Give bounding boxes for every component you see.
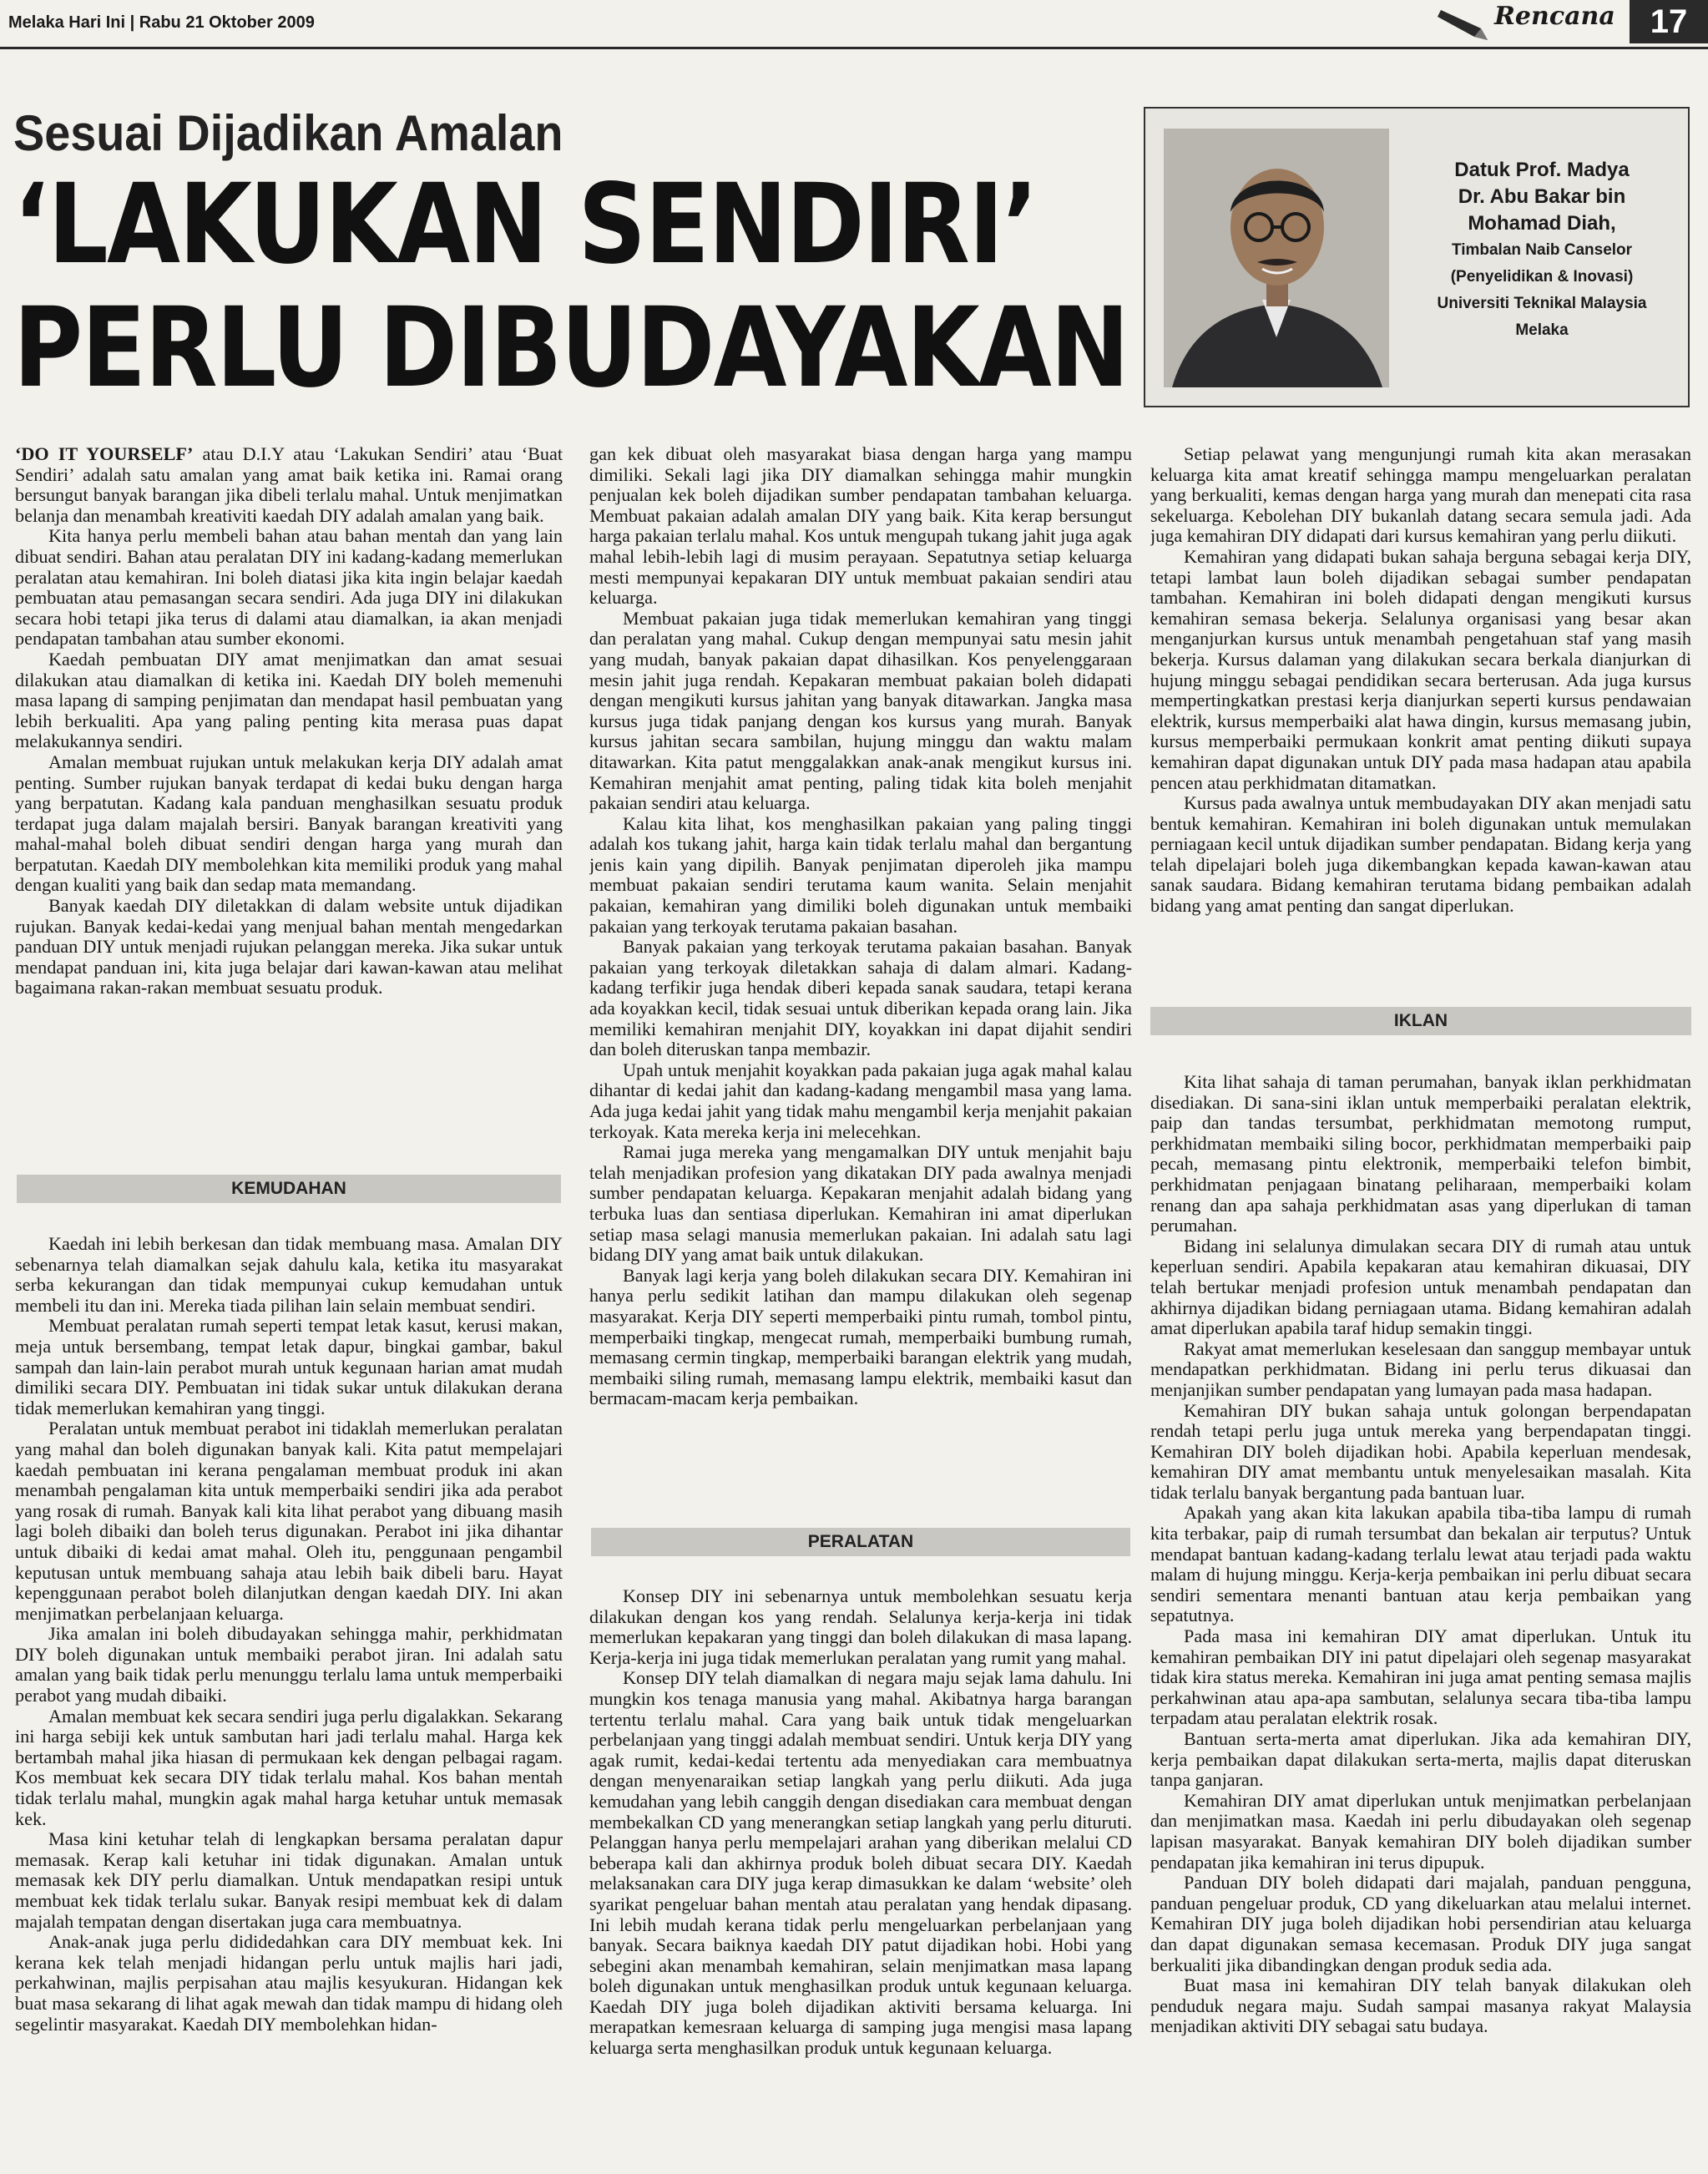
headline-line-1: ‘LAKUKAN SENDIRI’ [13,160,1038,289]
paragraph: Pada masa ini kemahiran DIY amat diperlukan. Untuk itu kemahiran pembaikan DIY ini patut dipelajari oleh segenap masyarakat tidak kira status mereka. Kemahiran ini juga amat penting semasa majlis perkahwinan atau apa-apa sambutan, selalunya secara tiba-tiba lampu terpadam atau peralatan elektrik rosak. [1150,1625,1691,1729]
paragraph: Ramai juga mereka yang mengamalkan DIY untuk menjahit baju telah menjadikan profesion yang dikatakan DIY pada awalnya menjadi sumber pendapatan keluarga. Kepakaran menjahit adalah bidang yang terbuka luas dan sentiasa diperlukan. Kemahiran ini amat diperlukan setiap masa selagi manusia memerlukan pakaian. Ini adalah satu lagi bidang DIY yang amat baik untuk dilakukan. [589,1141,1132,1266]
paragraph: Kaedah ini lebih berkesan dan tidak membuang masa. Amalan DIY sebenarnya telah diamalkan sejak dahulu kala, ketika itu masyarakat serba kekurangan dan tidak mempunyai cukup kemudahan untuk membeli itu dan ini. Mereka tiada pilihan lain selain membuat sendiri. [15,1234,563,1316]
column-3-top [1150,444,1691,983]
paragraph: Kita hanya perlu membeli bahan atau bahan mentah dan yang lain dibuat sendiri. Bahan atau peralatan DIY ini kadang-kadang memerlukan peralatan atau kemahiran. Ini boleh diatasi jika kita ingin belajar kaedah pembuatan atau pemasangan secara sendiri. Ada juga DIY ini dilakukan secara hobi tetapi jika terus di dalami atau diamalkan, ia akan menjadi pendapatan tambahan atau sumber ekonomi. [15,525,563,650]
paragraph: Kemahiran yang didapati bukan sahaja berguna sebagai kerja DIY, tetapi lambat laun boleh dijadikan sebagai sumber pendapatan tambahan. Kemahiran ini boleh didapati dengan mengikuti kursus kemahiran semasa bekerja. Selalunya organisasi yang besar akan menganjurkan kursus untuk menambah pengetahuan staf yang masih bekerja. Kursus dalaman yang dilakukan secara berkala dianjurkan di hujung minggu sebagai pendidikan secara berterusan. Ada juga kursus mempertingkatkan prestasi kerja dianjurkan seperti kursus pendawaian elektrik, kursus memperbaiki alat hawa dingin, kursus memasang jubin, kursus memperbaiki permukaan konkrit amat penting diikuti supaya kemahiran dapat digunakan untuk DIY pada masa hadapan atau apabila pencen atau perkhidmatan ditamatkan. [1150,545,1691,793]
paragraph-text: atau D.I.Y atau ‘Lakukan Sendiri’ atau ‘Buat Sendiri’ adalah satu amalan yang amat baik ketika ini. Ramai orang bersungut banyak barangan jika dibeli terlalu mahal. Untuk menjimatkan belanja dan menambah kreativiti kaedah DIY adalah amalan yang baik. [15,444,563,526]
paragraph: Jika amalan ini boleh dibudayakan sehingga mahir, perkhidmatan DIY boleh digunakan untuk membaiki perabot jiran. Ini adalah satu amalan yang baik tidak perlu menunggu terlalu lama untuk memperbaiki perabot yang mudah dibaiki. [15,1623,563,1706]
article-kicker: Sesuai Dijadikan Amalan [13,105,563,161]
column-2-top [589,444,1132,1496]
column-1-bottom [15,1234,563,2169]
paragraph: Banyak kaedah DIY diletakkan di dalam website untuk dijadikan rujukan. Banyak kedai-kedai yang menjual bahan mentah mengedarkan panduan DIY untuk menjadi rujukan pelanggan mereka. Jika sukar untuk mendapat panduan ini, kita juga belajar dari kawan-kawan atau melihat bagaimana rakan-rakan membuat sesuatu produk. [15,895,563,999]
paragraph: gan kek dibuat oleh masyarakat biasa dengan harga yang mampu dimiliki. Sekali lagi jika DIY diamalkan sehingga mahir mungkin penjualan kek boleh dijadikan sumber pendapatan tambahan keluarga. Membuat pakaian adalah amalan DIY yang baik. Kita kerap bersungut harga pakaian terlalu mahal. Kos untuk mengupah tukang jahit juga agak mahal lebih-lebih lagi di musim perayaan. Sepatutnya setiap keluarga mesti mempunyai kepakaran DIY untuk membuat pakaian sendiri atau keluarga. [589,444,1132,609]
author-credit [1404,157,1680,344]
paragraph: Kemahiran DIY bukan sahaja untuk golongan berpendapatan rendah tetapi perlu juga untuk mereka yang berpendapatan tinggi. Kemahiran DIY boleh dijadikan hobi. Apabila keperluan mendesak, kemahiran DIY amat membantu untuk menyelesaikan masalah. Kita tidak terlalu banyak bergantung pada bantuan luar. [1150,1399,1691,1503]
paragraph: Rakyat amat memerlukan keselesaan dan sanggup membayar untuk mendapatkan perkhidmatan. Bidang ini perlu terus dikuasai dan menjanjikan sumber pendapatan yang lumayan pada masa hadapan. [1150,1337,1691,1400]
author-box [1144,107,1690,407]
page-header [0,0,1708,50]
paragraph: Konsep DIY telah diamalkan di negara maju sejak lama dahulu. Ini mungkin kos tenaga manusia yang mahal. Akibatnya harga barangan tertentu terlalu mahal. Cara yang baik untuk tidak mengeluarkan perbelanjaan yang tinggi adalah membuat sendiri. Untuk kerja DIY yang agak rumit, kedai-kedai tertentu ada menyediakan cara membuatnya dengan menyenaraikan setiap langkah yang perlu diikuti. Ada juga kemudahan yang lebih canggih dengan disediakan cara membuat dengan membekalkan CD yang menerangkan setiap langkah yang perlu dituruti. Pelanggan hanya perlu mempelajari arahan yang diberikan melalui CD beberapa kali dan akhirnya produk boleh dibuat secara DIY. Kaedah melaksanakan cara DIY juga kerap dimasukkan ke dalam ‘website’ oleh syarikat pengeluar bahan mentah atau peralatan yang hendak dipasang. Ini lebih mudah kerana tidak perlu mengeluarkan perbelanjaan yang banyak. Secara baiknya kaedah DIY patut dijadikan hobi. Hobi yang sebegini akan menambah kemahiran, selain menjimatkan masa lapang boleh digunakan untuk menghasilkan produk untuk kegunaan keluarga. Kaedah DIY juga boleh dijadikan aktiviti bersama keluarga. Ini merapatkan kemesraan keluarga di samping juga mengisi masa lapang keluarga serta menghasilkan produk untuk kegunaan keluarga. [589,1667,1132,2059]
author-role-2: (Penyelidikan & Inovasi) [1450,268,1634,286]
paragraph: Peralatan untuk membuat perabot ini tidaklah memerlukan peralatan yang mahal dan boleh digunakan banyak kali. Kita patut mempelajari kaedah pembuatan ini kerana pengalaman membuat produk ini akan menambah pengalaman kita untuk memperbaiki sendiri jika ada perabot yang rosak di rumah. Banyak kali kita lihat perabot yang dibuang masih lagi boleh dibaiki dan boleh terus digunakan. Perabot ini jika dihantar untuk dibaiki di kedai amat mahal. Oleh itu, penggunaan pengambil keputusan untuk membuang sahaja atau lebih baik dibeli baru. Hayat kepenggunaan perabot boleh dilanjutkan dengan kaedah DIY. Ini akan menjimatkan perbelanjaan keluarga. [15,1418,563,1624]
paragraph: Kalau kita lihat, kos menghasilkan pakaian yang paling tinggi adalah kos tukang jahit, harga kain tidak terlalu mahal dan bergantung jenis kain yang dipilih. Banyak penjimatan diperoleh jika mampu membuat pakaian sendiri terutama kaum wanita. Selain menjahit pakaian, kemahiran yang dimiliki boleh digunakan untuk membaiki pakaian yang terkoyak terutama pakaian basahan. [589,812,1132,937]
column-3-bottom [1150,1072,1691,2169]
paragraph: Bantuan serta-merta amat diperlukan. Jika ada kemahiran DIY, kerja pembaikan dapat dilakukan serta-merta, majlis dapat diteruskan tanpa ganjaran. [1150,1728,1691,1791]
paragraph: Amalan membuat rujukan untuk melakukan kerja DIY adalah amat penting. Sumber rujukan banyak terdapat di kedai buku dengan harga yang berpatutan. Kadang kala panduan menghasilkan sesuatu produk terdapat juga dalam majalah bersiri. Banyak barangan kreativiti yang mahal-mahal boleh dibuat sendiri dengan harga yang murah dan berpatutan. Kaedah DIY membolehkan kita memiliki produk yang mahal dengan kualiti yang baik dan sedap mata memandang. [15,751,563,896]
paragraph: Amalan membuat kek secara sendiri juga perlu digalakkan. Sekarang ini harga sebiji kek untuk sambutan hari jadi terlalu mahal. Harga kek bertambah mahal jika hiasan di permukaan kek dengan pelbagai ragam. Kos membuat kek secara DIY tidak terlalu mahal. Kos bahan mentah tidak terlalu mahal, mungkin agak mahal harga ketuhar untuk memasak kek. [15,1705,563,1829]
section-name: Rencana [1494,2,1615,31]
author-name-1: Datuk Prof. Madya [1454,159,1630,181]
author-role-4: Melaka [1515,321,1569,339]
paragraph: Upah untuk menjahit koyakkan pada pakaian juga agak mahal kalau dihantar di kedai jahit dan kadang-kadang mengambil masa yang lama. Ada juga kedai jahit yang tidak mahu mengambil kerja menjahit pakaian terkoyak. Kata mereka kerja ini melecehkan. [589,1059,1132,1142]
headline-line-2: PERLU DIBUDAYAKAN [13,284,1129,412]
paragraph: Banyak lagi kerja yang boleh dilakukan secara DIY. Kemahiran ini hanya perlu sedikit latihan dan mampu dilakukan oleh segenap masyarakat. Kerja DIY seperti memperbaiki pintu rumah, tombol pintu, memperbaiki tingkap, mengecat rumah, memperbaiki bumbung rumah, memasang cermin tingkap, memperbaiki barangan elektrik yang mudah, membaiki siling rumah, memasang lampu elektrik, membaiki kasut dan bermacam-macam kerja pembaikan. [589,1264,1132,1409]
column-1-top [15,444,563,1152]
lead-in: ‘DO IT YOURSELF’ [15,444,194,464]
paragraph: Setiap pelawat yang mengunjungi rumah kita akan merasakan keluarga kita amat kreatif sehingga mampu mengeluarkan peralatan yang berkualiti, kemas dengan harga yang murah dan menepati cita rasa sekeluarga. Kebolehan DIY bukanlah datang secara semula jadi. Ada juga kemahiran DIY didapati dari kursus kemahiran yang perlu diikuti. [1150,444,1691,547]
paragraph: Konsep DIY ini sebenarnya untuk membolehkan sesuatu kerja dilakukan dengan kos yang rendah. Selalunya kerja-kerja ini tidak memerlukan kepakaran yang tinggi dan boleh dilakukan di masa lapang. Kerja-kerja ini juga tidak memerlukan peralatan yang rumit yang mahal. [589,1586,1132,1668]
column-2-bottom [589,1586,1132,2169]
paragraph: Kursus pada awalnya untuk membudayakan DIY akan menjadi satu bentuk kemahiran. Kemahiran ini boleh digunakan untuk memulakan perniagaan kecil untuk dijadikan sumber pendapatan. Bidang kerja yang telah dipelajari boleh juga dikembangkan kepada kawan-kawan atau sanak saudara. Bidang kemahiran terutama bidang pembaikan adalah bidang yang amat penting dan sangat diperlukan. [1150,792,1691,917]
subhead-iklan: IKLAN [1150,1007,1691,1035]
subhead-peralatan: PERALATAN [591,1528,1130,1556]
paragraph: Panduan DIY boleh didapati dari majalah, panduan pengguna, panduan pengeluar produk, CD yang dikeluarkan atau melalui internet. Kemahiran DIY juga boleh dijadikan hobi persendirian atau keluarga dan dapat digunakan semasa kecemasan. Produk DIY juga sangat berkualiti jika dibandingkan dengan produk sedia ada. [1150,1872,1691,1975]
article-headline [13,160,1129,412]
paragraph: Membuat peralatan rumah seperti tempat letak kasut, kerusi makan, meja untuk bersembang, tempat letak dapur, bingkai gambar, bakul sampah dan lain-lain perabot murah untuk kegunaan harian amat mudah dimiliki secara DIY. Pembuatan ini tidak sukar untuk dilakukan derana tidak memerlukan kemahiran yang tinggi. [15,1315,563,1418]
paragraph: Kita lihat sahaja di taman perumahan, banyak iklan perkhidmatan disediakan. Di sana-sini iklan untuk memperbaiki peralatan elektrik, paip dan tandas tersumbat, perkhidmatan memotong rumput, perkhidmatan membaiki siling bocor, perkhidmatan memperbaiki paip pecah, memasang pintu elektronik, memperbaiki telefon bimbit, perkhidmatan penjagaan binatang peliharaan, memperbaiki kolam renang dan apa sahaja perkhidmatan asas yang diperlukan di taman perumahan. [1150,1072,1691,1236]
portrait-image [1164,129,1389,387]
paragraph: Masa kini ketuhar telah di lengkapkan bersama peralatan dapur memasak. Kerap kali ketuhar ini tidak digunakan. Amalan untuk memasak kek DIY perlu diamalkan. Untuk mendapatkan resipi untuk membuat kek tidak terlalu sukar. Banyak resipi membuat kek di dalam majalah tempatan dengan disertakan juga cara membuatnya. [15,1828,563,1932]
paragraph: Kaedah pembuatan DIY amat menjimatkan dan amat sesuai dilakukan atau diamalkan di ketika ini. Kaedah DIY boleh memenuhi masa lapang di samping penjimatan dan mendapat hasil pembuatan yang lebih berkualiti. Apa yang paling penting kita merasa puas dapat melakukannya sendiri. [15,648,563,752]
paragraph [15,444,563,526]
paragraph: Apakah yang akan kita lakukan apabila tiba-tiba lampu di rumah kita terbakar, paip di rumah tersumbat dan bekalan air terputus? Untuk mendapat bantuan kadang-kadang terlalu lewat atau terjadi pada waktu malam di hujung minggu. Kerja-kerja pembaikan ini perlu dibuat secara sendiri sementara menanti bantuan atau kerja pembaikan yang sepatutnya. [1150,1502,1691,1626]
author-photo [1164,129,1389,387]
author-role-1: Timbalan Naib Canselor [1451,241,1633,259]
author-name-2: Dr. Abu Bakar bin [1458,185,1626,208]
subhead-kemudahan: KEMUDAHAN [17,1175,561,1203]
paragraph: Buat masa ini kemahiran DIY telah banyak dilakukan oleh penduduk negara maju. Sudah sampai masanya rakyat Malaysia menjadikan aktiviti DIY sebagai satu budaya. [1150,1974,1691,2037]
pen-icon [1438,3,1496,42]
header-rule [0,47,1708,49]
author-name-3: Mohamad Diah, [1468,212,1616,235]
paragraph: Membuat pakaian juga tidak memerlukan kemahiran yang tinggi dan peralatan yang mahal. Cukup dengan mempunyai satu mesin jahit yang mudah, banyak pakaian dapat dihasilkan. Kos penyelenggaraan mesin jahit juga rendah. Kepakaran membuat pakaian boleh didapati dengan mengikuti kursus jahitan yang banyak ditawarkan. Jangka masa kursus juga tidak panjang dengan kos kursus yang murah. Banyak kursus jahitan secara sambilan, hujung minggu dan waktu malam ditawarkan. Kita patut menggalakkan anak-anak mengikut kursus ini. Kemahiran menjahit amat penting, paling tidak kita boleh menjahit pakaian sendiri atau keluarga. [589,607,1132,814]
paragraph: Banyak pakaian yang terkoyak terutama pakaian basahan. Banyak pakaian yang terkoyak diletakkan sahaja di dalam almari. Kadang-kadang terfikir juga hendak diberi kepada sanak saudara, tetapi kerana ada koyakkan kecil, tidak sesuai untuk diberikan kepada orang lain. Jika memiliki kemahiran menjahit DIY, koyakkan ini dapat dijahit sendiri dan boleh diteruskan tanpa membazir. [589,936,1132,1060]
paragraph: Anak-anak juga perlu dididedahkan cara DIY membuat kek. Ini kerana kek telah menjadi hidangan perlu untuk majlis hari jadi, perkahwinan, majlis perpisahan atau majlis kesyukuran. Hidangan kek buat masa sekarang di lihat agak mewah dan tidak mampu di hidang oleh segelintir masyarakat. Kaedah DIY membolehkan hidan- [15,1931,563,2035]
paragraph: Bidang ini selalunya dimulakan secara DIY di rumah atau untuk keperluan sendiri. Apabila kepakaran atau kemahiran dikuasai, DIY telah bertukar menjadi profesion untuk menambah pendapatan dan akhirnya dijadikan bidang perniagaan utama. Bidang kemahiran adalah amat diperlukan apabila taraf hidup semakin tinggi. [1150,1235,1691,1339]
page-number: 17 [1630,0,1708,43]
paragraph: Kemahiran DIY amat diperlukan untuk menjimatkan perbelanjaan dan menjimatkan masa. Kaedah ini perlu dibudayakan oleh segenap lapisan masyarakat. Banyak kemahiran DIY boleh dijadikan sumber pendapatan jika kemahiran ini terus dipupuk. [1150,1789,1691,1873]
author-role-3: Universiti Teknikal Malaysia [1437,295,1647,312]
publication-line: Melaka Hari Ini | Rabu 21 Oktober 2009 [8,13,315,32]
